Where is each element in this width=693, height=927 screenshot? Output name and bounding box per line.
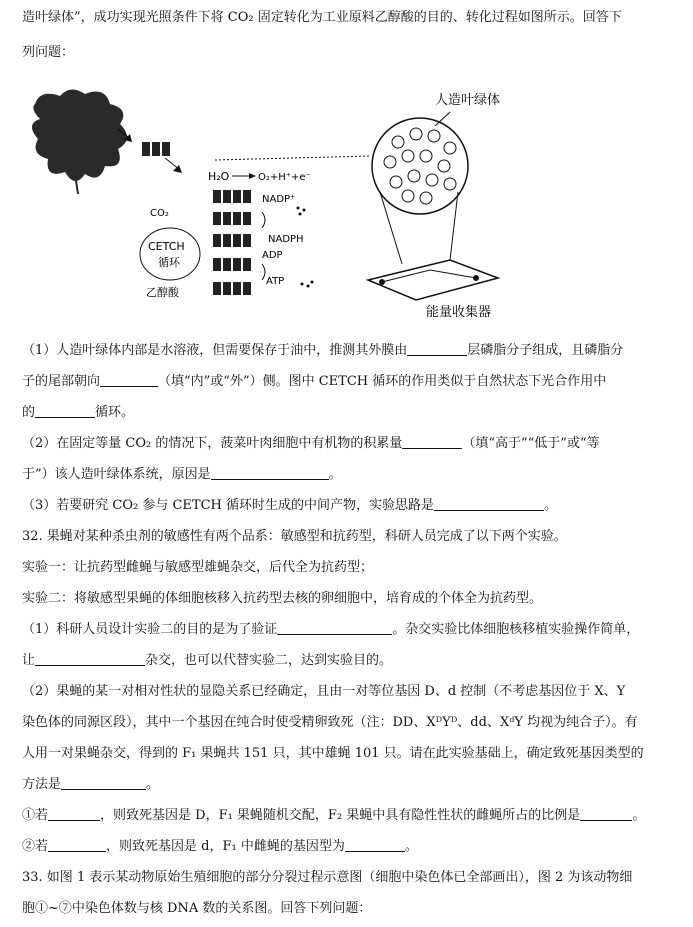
intro-line-2: 列问题：	[22, 45, 75, 60]
h2o-label: H₂O	[208, 170, 230, 183]
q32-p1-line1: （1）科研人员设计实验二的目的是为了验证 。杂交实验比体细胞核移植实验操作简单，	[22, 622, 640, 637]
nadph-label: NADPH	[268, 234, 304, 245]
energy-collector-label: 能量收集器	[426, 305, 492, 320]
glycolate-label: 乙醇酸	[146, 286, 179, 299]
q32-p1-line2: 让 杂交，也可以代替实验二，达到实验目的。	[22, 653, 393, 668]
spinach-leaf	[32, 89, 127, 181]
nadp-label: NADP⁺	[262, 194, 296, 205]
thylakoid-stack-top	[142, 142, 170, 156]
q32-exp1: 实验一：让抗药型雌蝇与敏感型雄蝇杂交，后代全为抗药型；	[22, 560, 374, 575]
adp-label: ADP	[262, 250, 283, 261]
intro-line-1: 造叶绿体”，成功实现光照条件下将 CO₂ 固定转化为工业原料乙醇酸的目的、转化过程如图所示。回答下	[22, 10, 622, 25]
energy-collector-plate	[368, 260, 498, 300]
q31-p1-line1: （1）人造叶绿体内部是水溶液，但需要保存于油中，推测其外膜由 层磷脂分子组成，且磷脂分	[22, 343, 624, 358]
q33-line2: 胞①~⑦中染色体数与核 DNA 数的关系图。回答下列问题：	[22, 901, 372, 916]
q31-p1-line2: 子的尾部朝向 （填“内”或“外”）侧。图中 CETCH 循环的作用类似于自然状态下光合作用中	[22, 374, 607, 389]
chloroplast-diagram	[30, 84, 530, 324]
artificial-chloroplast-label: 人造叶绿体	[435, 93, 501, 108]
q33-line1: 33. 如图 1 表示某动物原始生殖细胞的部分分裂过程示意图（细胞中染色体已全部画出），图 2 为该动物细	[22, 870, 633, 885]
thylakoid-stacks	[213, 190, 251, 295]
q32-title: 32. 果蝇对某种杀虫剂的敏感性有两个品系：敏感型和抗药型，科研人员完成了以下两个实验。	[22, 529, 567, 544]
q32-p2-line4: 方法是 。	[22, 777, 160, 792]
q32-case2: ②若 ，则致死基因是 d，F₁ 中雌蝇的基因型为 。	[22, 839, 418, 854]
cycle-label: 循环	[158, 256, 180, 269]
atp-label: ATP	[266, 276, 285, 287]
q32-p2-line1: （2）果蝇的某一对相对性状的显隐关系已经确定，且由一对等位基因 D、d 控制（不考虑基因位于 X、Y	[22, 684, 626, 699]
q32-p2-line2: 染色体的同源区段），其中一个基因在纯合时使受精卵致死（注：DD、XᴰYᴰ、dd、XᵈY 均视为纯合子）。有	[22, 715, 638, 730]
cetch-cycle	[140, 228, 200, 280]
q32-case1: ①若 ，则致死基因是 D，F₁ 果蝇随机交配，F₂ 果蝇中具有隐性性状的雌蝇所占的比例是 。	[22, 808, 646, 823]
q31-p3: （3）若要研究 CO₂ 参与 CETCH 循环时生成的中间产物，实验思路是 。	[22, 498, 558, 513]
q31-p1-line3: 的 循环。	[22, 405, 135, 420]
q31-p2-line1: （2）在固定等量 CO₂ 的情况下，菠菜叶肉细胞中有机物的积累量 （填“高于”“低于”或“等	[22, 436, 600, 451]
q32-p2-line3: 人用一对果蝇杂交，得到的 F₁ 果蝇共 151 只，其中雄蝇 101 只。请在此实验基础上，确定致死基因类型的	[22, 746, 644, 761]
o2-label: O₂+H⁺+e⁻	[258, 172, 311, 183]
cetch-label: CETCH	[148, 240, 185, 253]
q31-p2-line2: 于”）该人造叶绿体系统，原因是 。	[22, 467, 342, 482]
co2-label: CO₂	[150, 208, 169, 219]
q32-exp2: 实验二：将敏感型果蝇的体细胞核移入抗药型去核的卵细胞中，培育成的个体全为抗药型。	[22, 591, 543, 606]
